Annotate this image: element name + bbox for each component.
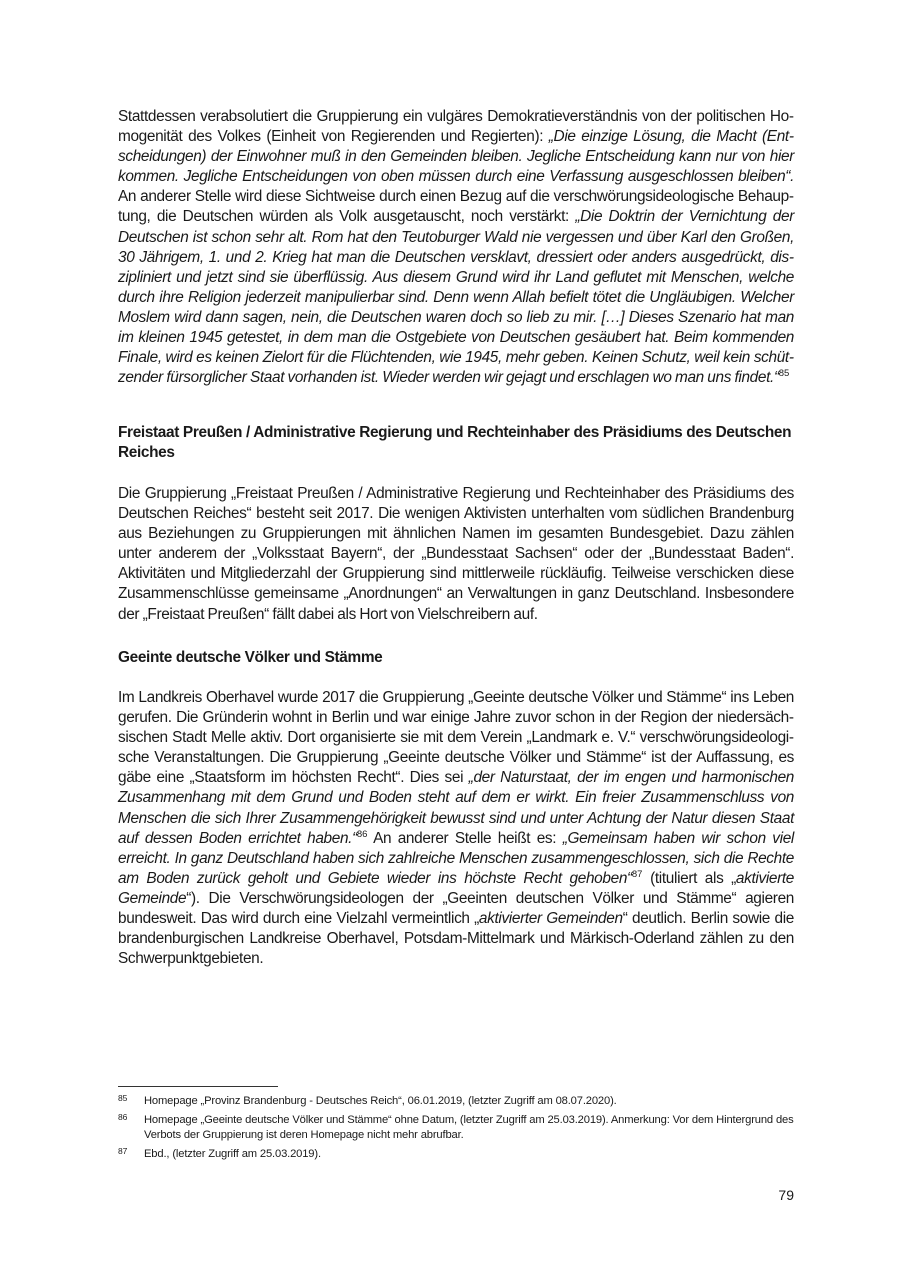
footnote-reference[interactable]: 86 — [356, 828, 368, 840]
page-number: 79 — [778, 1187, 794, 1203]
footnote-divider — [118, 1086, 278, 1087]
quote-text: „Gemeinsam haben wir schon viel erreicht. In ganz Deutschland haben sich zahlreiche Menschen zusammengeschlossen, sich die Rechte am Boden zurück geholt und Gebiete wieder ins höchste Recht gehoben“ — [118, 829, 794, 887]
paragraph-text: (tituliert als „ — [642, 869, 736, 887]
footnote-number: 86 — [118, 1111, 128, 1122]
footnotes — [118, 1094, 794, 1165]
paragraph-text: Im Landkreis Oberhavel wurde 2017 die Gruppierung „Geeinte deutsche Völker und Stämme“ ins Leben gerufen. Die Gründerin wohnt in Berlin und war einige Jahre zuvor schon in der Region der niedersächsischen Stadt Melle aktiv. Dort organisierte sie mit dem Verein „Landmark e. V.“ verschwörungsideologische Veranstaltungen. Die Gruppierung „Geeinte deutsche Völker und Stämme“ ist der Auffassung, es gäbe eine „Staatsform im höchsten Recht“. Dies sei — [118, 689, 794, 787]
quote-text: „Die Doktrin der Vernichtung der Deutschen ist schon sehr alt. Rom hat den Teutoburger Wald nie vergessen und über Karl den Großen, 30 Jährigem, 1. und 2. Krieg hat man die Deutschen versklavt, dressiert oder anders ausgedrückt, diszipliniert und jetzt sind sie überflüssig. Aus diesem Grund wird ihr Land geflutet mit Menschen, welche durch ihre Religion jederzeit manipulierbar sind. Denn wenn Allah befielt tötet die Ungläubigen. Welcher Moslem wird dann sagen, nein, die Deutschen waren doch so lieb zu mir. […] Dieses Szenario hat man im kleinen 1945 getestet, in dem man die Ostgebiete von Deutschen gesäubert hat. Beim kommenden Finale, wird es keinen Zielort für die Flüchtenden, wie 1945, mehr geben. Keinen Schutz, weil kein schützender fürsorglicher Staat vorhanden ist. Wieder werden wir gejagt und erschlagen wo man uns findet.“ — [118, 208, 794, 387]
paragraph-einwohner-macht — [118, 107, 794, 388]
quote-text: aktivierte Gemeinde — [118, 869, 795, 907]
paragraph-text: An anderer Stelle heißt es: — [367, 829, 563, 847]
paragraph-text: An anderer Stelle wird diese Sichtweise durch einen Bezug auf die verschwörungsideologische Behauptung, die Deutschen würden als Volk ausgetauscht, noch verstärkt: — [118, 188, 794, 226]
footnote-number: 87 — [118, 1145, 128, 1156]
quote-text: „Die einzige Lösung, die Macht (Entscheidungen) der Einwohner muß in den Gemeinden bleiben. Jegliche Entscheidung kann nur von hier kommen. Jegliche Entscheidungen von oben müssen durch eine Verfassung ausgeschlossen bleiben“. — [118, 128, 794, 186]
footnote-85 — [118, 1094, 794, 1110]
paragraph-text: “). Die Verschwörungsideologen der „Geeinten deutschen Völker und Stämme“ agieren bundesweit. Das wird durch eine Vielzahl vermeintlich „ — [118, 889, 794, 928]
paragraph-text: “ deutlich. Berlin sowie die brandenburgischen Landkreise Oberhavel, Potsdam-Mittelmark und Märkisch-Oderland zählen zu den Schwerpunktgebieten. — [118, 910, 794, 968]
paragraph-freistaat-preussen: Die Gruppierung „Freistaat Preußen / Administrative Regierung und Rechteinhaber des Präsidiums des Deutschen Reiches“ besteht seit 2017. Die wenigen Aktivisten unterhalten vom südlichen Brandenburg aus Beziehungen zu Gruppierungen mit ähnlichen Namen im gesamten Bundesgebiet. Dazu zählen unter anderem der „Volksstaat Bayern“, der „Bundesstaat Sachsen“ oder der „Bundesstaat Baden“. Aktivitäten und Mitgliederzahl der Gruppierung sind mittlerweile rückläufig. Teilweise verschicken diese Zusammenschlüsse gemeinsame „Anordnungen“ an Verwaltungen in ganz Deutschland. Insbesondere der „Freistaat Preußen“ fällt dabei als Hort von Vielschreibern auf. — [118, 485, 794, 623]
footnote-reference[interactable]: 85 — [778, 368, 790, 380]
footnote-text: Ebd., (letzter Zugriff am 25.03.2019). — [144, 1147, 321, 1160]
quote-text: „der Naturstaat, der im engen und harmonischen Zusammenhang mit dem Grund und Boden steht auf dem er wirkt. Ein freier Zusammenschluss von Menschen die sich Ihrer Zusammengehörigkeit bewusst sind und unter Achtung der Natur diesen Staat auf dessen Boden errichtet haben.“ — [118, 769, 794, 847]
footnote-number: 85 — [118, 1093, 128, 1103]
section-heading-freistaat-preussen: Freistaat Preußen / Administrative Regierung und Rechteinhaber des Präsidiums des Deutschen Reiches — [118, 424, 792, 462]
footnote-text: Homepage „Provinz Brandenburg - Deutsches Reich“, 06.01.2019, (letzter Zugriff am 08.07.2020). — [144, 1095, 617, 1107]
section-heading-geeinte-voelker: Geeinte deutsche Völker und Stämme — [118, 649, 383, 666]
quote-text: aktivierter Gemeinden — [478, 910, 623, 928]
paragraph-text: Stattdessen verabsolutiert die Gruppierung ein vulgäres Demokratieverständnis von der politischen Homogenität des Volkes (Einheit von Regierenden und Regierten): — [118, 108, 794, 146]
footnote-text: Homepage „Geeinte deutsche Völker und Stämme“ ohne Datum, (letzter Zugriff am 25.03.2019). Anmerkung: Vor dem Hintergrund des Verbots der Gruppierung ist deren Homepage nicht mehr abrufbar. — [144, 1113, 794, 1142]
footnote-86 — [118, 1113, 794, 1144]
footnote-reference[interactable]: 87 — [631, 868, 643, 880]
paragraph-geeinte-voelker — [118, 688, 794, 969]
footnote-87 — [118, 1147, 794, 1163]
